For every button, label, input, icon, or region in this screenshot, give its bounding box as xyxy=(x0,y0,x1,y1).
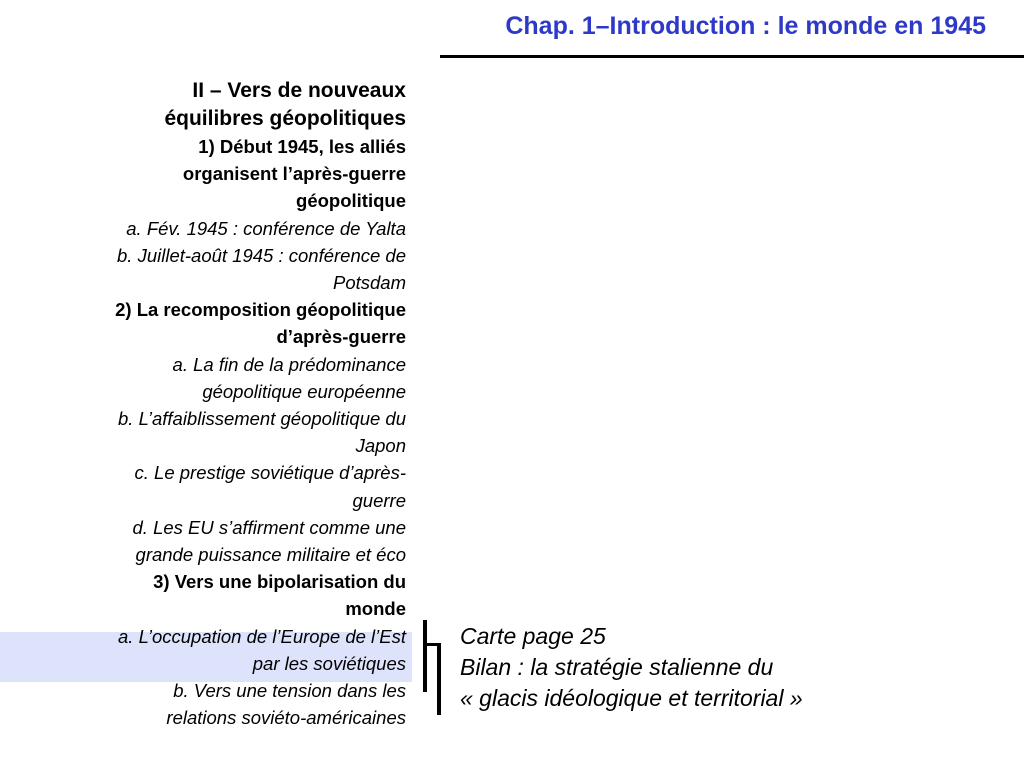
outline-line: Japon xyxy=(355,435,406,457)
bracket-right-bar xyxy=(437,643,441,715)
outline-line: relations soviéto-américaines xyxy=(166,707,406,729)
outline-line: géopolitique européenne xyxy=(202,380,406,402)
note-line-map: Carte page 25 xyxy=(460,623,606,649)
bracket-left-bar xyxy=(423,620,427,692)
outline-line: 2) La recomposition géopolitique xyxy=(115,299,406,321)
outline-line: organisent l’après-guerre xyxy=(182,163,406,185)
outline-line: grande puissance militaire et éco xyxy=(135,544,406,566)
outline-line: équilibres géopolitiques xyxy=(164,107,406,130)
side-note xyxy=(460,621,803,714)
title-underline xyxy=(440,55,1024,58)
outline-line: guerre xyxy=(352,489,406,511)
outline-line: b. Juillet-août 1945 : conférence de xyxy=(117,244,406,266)
outline-line: II – Vers de nouveaux xyxy=(192,79,406,102)
outline-line: b. L’affaiblissement géopolitique du xyxy=(118,408,406,430)
outline-line: 3) Vers une bipolarisation du xyxy=(153,571,406,593)
outline-line: c. Le prestige soviétique d’après- xyxy=(134,462,406,484)
outline-line: géopolitique xyxy=(296,190,406,212)
outline-line: a. L’occupation de l’Europe de l’Est xyxy=(118,625,406,647)
slide-title: Chap. 1–Introduction : le monde en 1945 xyxy=(505,12,986,40)
outline-line: par les soviétiques xyxy=(252,652,406,674)
outline-line: d’après-guerre xyxy=(276,326,406,348)
chapter-outline xyxy=(36,77,406,731)
outline-line: d. Les EU s’affirment comme une xyxy=(132,516,406,538)
note-line-glacis: « glacis idéologique et territorial » xyxy=(460,685,803,711)
bracket-connector xyxy=(423,620,441,715)
outline-line: monde xyxy=(345,598,406,620)
outline-line: Potsdam xyxy=(332,272,406,294)
outline-line: 1) Début 1945, les alliés xyxy=(198,136,406,157)
note-line-bilan: Bilan : la stratégie stalienne du xyxy=(460,654,774,680)
outline-line: b. Vers une tension dans les xyxy=(173,680,406,702)
outline-line: a. La fin de la prédominance xyxy=(172,353,406,375)
outline-line: a. Fév. 1945 : conférence de Yalta xyxy=(126,217,406,239)
